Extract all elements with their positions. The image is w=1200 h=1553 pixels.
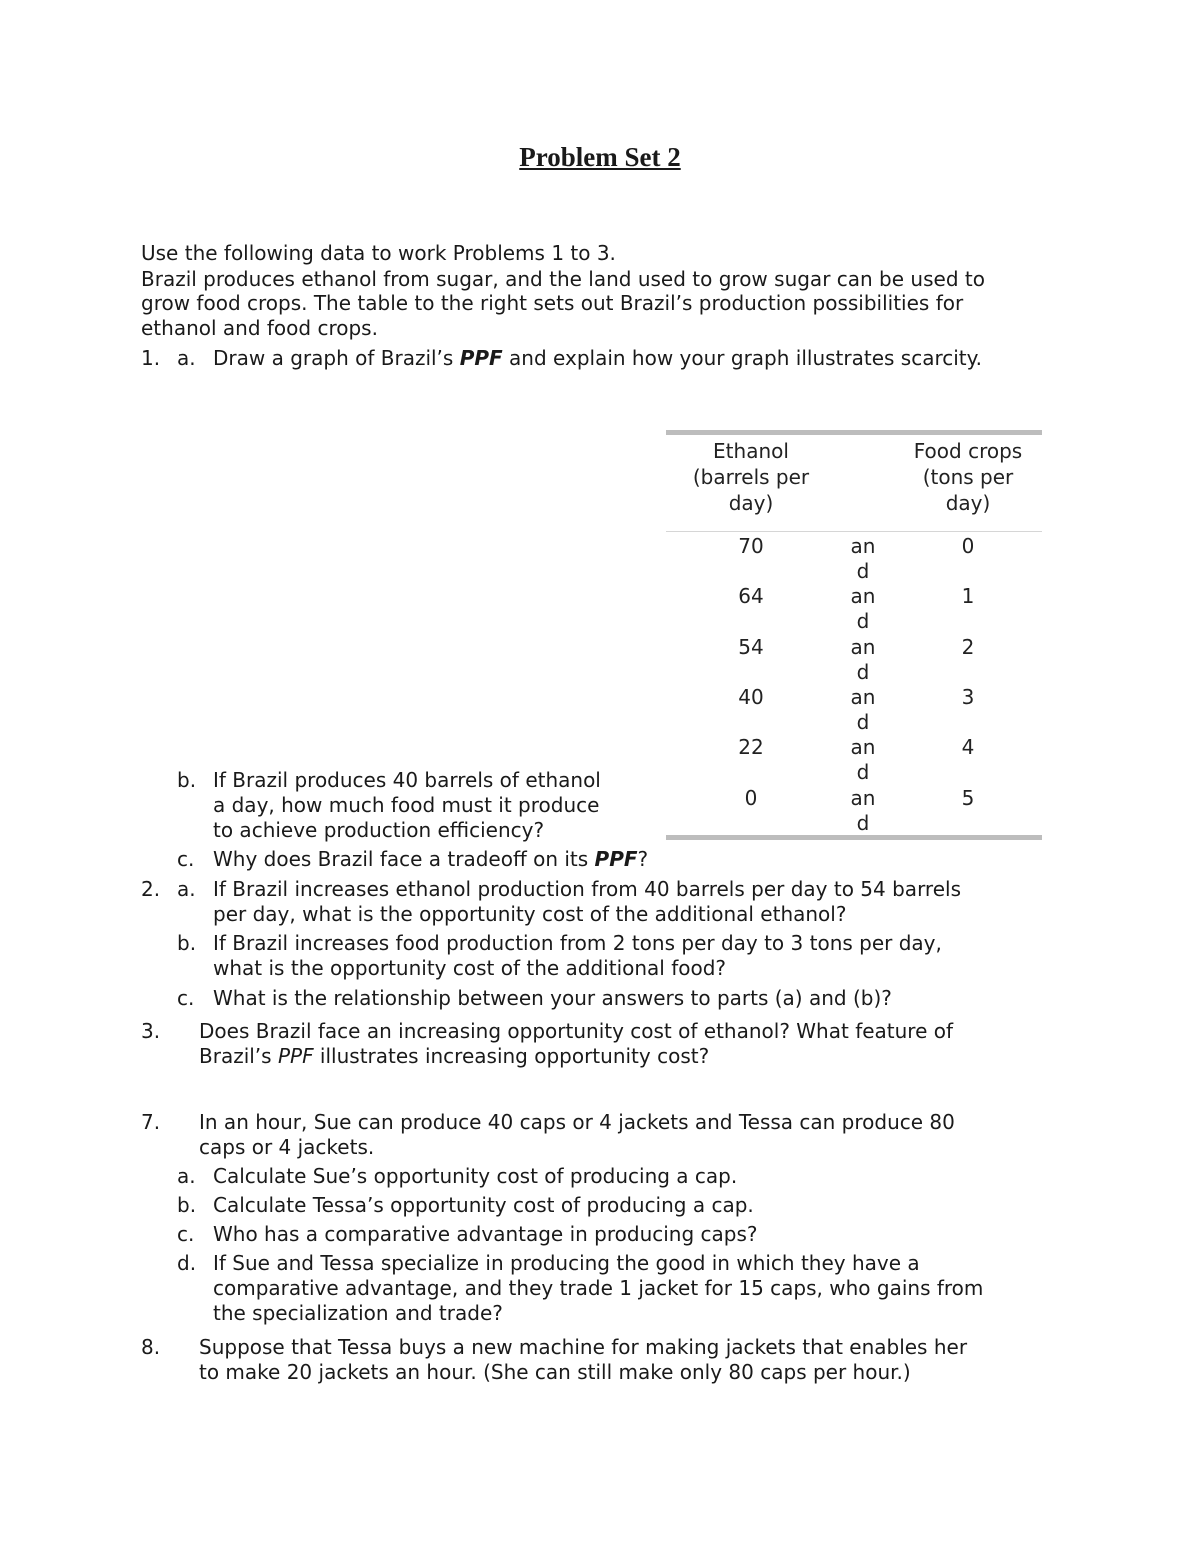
table-cell-and: an d <box>850 685 876 734</box>
production-possibilities-table <box>666 430 1042 840</box>
q2b-line-2: what is the opportunity cost of the additional food? <box>213 956 727 980</box>
intro-line-4: ethanol and food crops. <box>141 316 378 340</box>
table-cell-and: an d <box>850 735 876 784</box>
q1b-line-3: to achieve production efficiency? <box>213 818 545 842</box>
q7d-line-1: If Sue and Tessa specialize in producing the good in which they have a <box>213 1251 920 1275</box>
table-cell-ethanol: 64 <box>738 584 764 608</box>
table-cell-food: 0 <box>961 534 975 558</box>
q2b-line-1: If Brazil increases food production from 2 tons per day to 3 tons per day, <box>213 931 942 955</box>
q7b-label: b. <box>177 1193 197 1217</box>
food-crops-column-header: Food crops (tons per day) <box>913 439 1023 515</box>
table-cell-ethanol: 40 <box>738 685 764 709</box>
q2-number: 2. <box>141 877 161 901</box>
q8-line-1: Suppose that Tessa buys a new machine for making jackets that enables her <box>199 1335 968 1359</box>
table-top-rule <box>666 430 1042 435</box>
ethanol-column-header: Ethanol (barrels per day) <box>692 439 810 515</box>
q7d-line-2: comparative advantage, and they trade 1 jacket for 15 caps, who gains from <box>213 1276 984 1300</box>
intro-line-2: Brazil produces ethanol from sugar, and the land used to grow sugar can be used to <box>141 267 985 291</box>
q3-number: 3. <box>141 1019 161 1043</box>
q1a-text: Draw a graph of Brazil’s PPF and explain how your graph illustrates scarcity. <box>213 346 982 370</box>
intro-line-3: grow food crops. The table to the right sets out Brazil’s production possibilities for <box>141 291 964 315</box>
table-cell-food: 3 <box>961 685 975 709</box>
q1b-label: b. <box>177 768 197 792</box>
q2c-text: What is the relationship between your answers to parts (a) and (b)? <box>213 986 892 1010</box>
q3-line-2: Brazil’s PPF illustrates increasing opportunity cost? <box>199 1044 710 1068</box>
q2a-line-2: per day, what is the opportunity cost of the additional ethanol? <box>213 902 847 926</box>
table-cell-and: an d <box>850 534 876 583</box>
table-cell-ethanol: 0 <box>744 786 758 810</box>
table-cell-food: 1 <box>961 584 975 608</box>
q7a-label: a. <box>177 1164 196 1188</box>
q8-line-2: to make 20 jackets an hour. (She can still make only 80 caps per hour.) <box>199 1360 911 1384</box>
q7a-text: Calculate Sue’s opportunity cost of producing a cap. <box>213 1164 738 1188</box>
table-cell-ethanol: 22 <box>738 735 764 759</box>
q2c-label: c. <box>177 986 195 1010</box>
q7-line-1: In an hour, Sue can produce 40 caps or 4 jackets and Tessa can produce 80 <box>199 1110 955 1134</box>
table-cell-food: 4 <box>961 735 975 759</box>
table-cell-food: 5 <box>961 786 975 810</box>
table-cell-and: an d <box>850 635 876 684</box>
table-cell-and: an d <box>850 584 876 633</box>
q3-line-1: Does Brazil face an increasing opportunity cost of ethanol? What feature of <box>199 1019 954 1043</box>
table-cell-ethanol: 70 <box>738 534 764 558</box>
q8-number: 8. <box>141 1335 161 1359</box>
q7c-label: c. <box>177 1222 195 1246</box>
table-cell-food: 2 <box>961 635 975 659</box>
q1c-label: c. <box>177 847 195 871</box>
intro-line-1: Use the following data to work Problems 1 to 3. <box>141 241 616 265</box>
q7d-label: d. <box>177 1251 197 1275</box>
q1b-line-2: a day, how much food must it produce <box>213 793 600 817</box>
q2b-label: b. <box>177 931 197 955</box>
q7-line-2: caps or 4 jackets. <box>199 1135 375 1159</box>
q2a-line-1: If Brazil increases ethanol production from 40 barrels per day to 54 barrels <box>213 877 961 901</box>
q1-number: 1. <box>141 346 161 370</box>
q1a-label: a. <box>177 346 196 370</box>
q2a-label: a. <box>177 877 196 901</box>
q7b-text: Calculate Tessa’s opportunity cost of producing a cap. <box>213 1193 754 1217</box>
page-title: Problem Set 2 <box>519 142 681 172</box>
table-header-rule <box>666 531 1042 532</box>
q7c-text: Who has a comparative advantage in producing caps? <box>213 1222 758 1246</box>
q1b-line-1: If Brazil produces 40 barrels of ethanol <box>213 768 601 792</box>
q1c-text: Why does Brazil face a tradeoff on its PPF? <box>213 847 649 871</box>
table-cell-and: an d <box>850 786 876 835</box>
table-cell-ethanol: 54 <box>738 635 764 659</box>
table-bottom-rule <box>666 835 1042 840</box>
q7-number: 7. <box>141 1110 161 1134</box>
q7d-line-3: the specialization and trade? <box>213 1301 503 1325</box>
